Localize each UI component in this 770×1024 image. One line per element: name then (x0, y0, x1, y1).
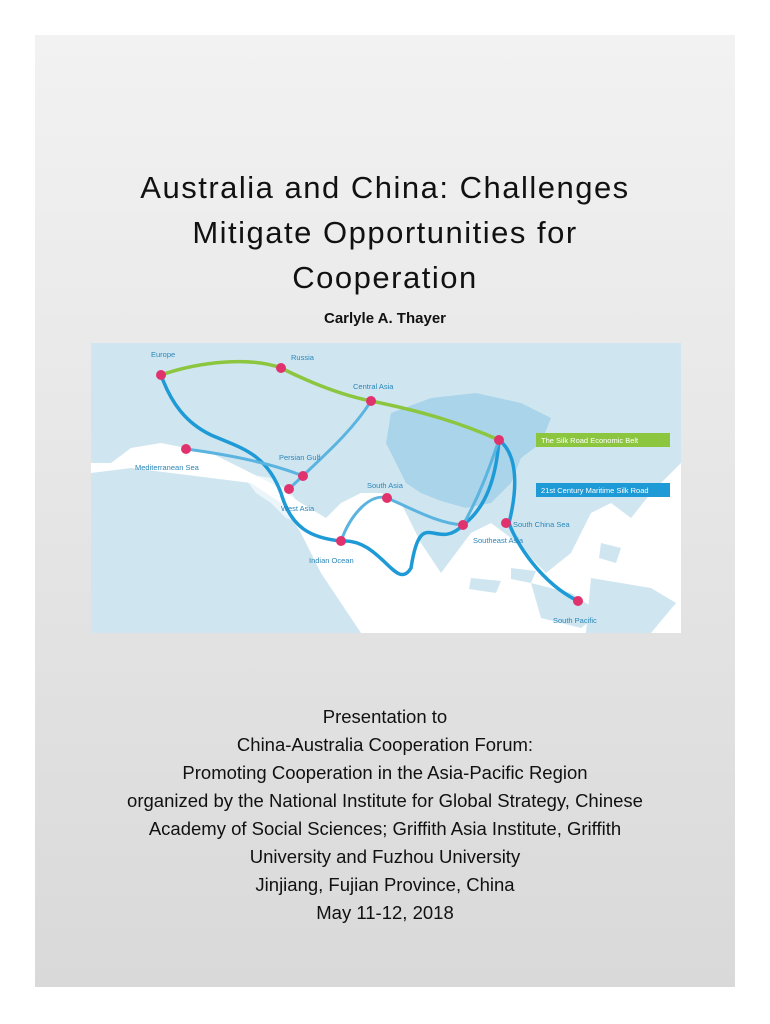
node-south-china-sea (501, 518, 511, 528)
document-title (95, 165, 675, 300)
title-line-1: Australia and China: Challenges (140, 170, 630, 205)
node-south-pacific (573, 596, 583, 606)
document-page (35, 35, 735, 987)
legend-economic-belt-label: The Silk Road Economic Belt (541, 436, 639, 445)
presentation-details (35, 703, 735, 927)
presentation-line-6: University and Fuzhou University (249, 846, 521, 867)
node-indian-ocean (336, 536, 346, 546)
label-mediterranean-sea: Mediterranean Sea (135, 463, 199, 472)
node-russia (276, 363, 286, 373)
node-china-east (494, 435, 504, 445)
node-southeast-asia (458, 520, 468, 530)
presentation-line-1: Presentation to (322, 706, 448, 727)
title-line-3: Cooperation (292, 260, 478, 295)
legend-maritime-road-label: 21st Century Maritime Silk Road (541, 486, 649, 495)
label-russia: Russia (291, 353, 314, 362)
node-mediterranean (181, 444, 191, 454)
label-west-asia: West Asia (281, 504, 315, 513)
node-persian-gulf (298, 471, 308, 481)
label-indian-ocean: Indian Ocean (309, 556, 354, 565)
author-name: Carlyle A. Thayer (324, 310, 446, 327)
presentation-line-8: May 11-12, 2018 (316, 902, 454, 923)
presentation-line-3: Promoting Cooperation in the Asia-Pacific Region (182, 762, 588, 783)
node-europe (156, 370, 166, 380)
label-south-china-sea: South China Sea (513, 520, 570, 529)
label-europe: Europe (151, 350, 176, 359)
label-south-pacific: South Pacific (553, 616, 597, 625)
silk-road-map (91, 343, 681, 633)
map-graphic (91, 343, 681, 633)
node-central-asia (366, 396, 376, 406)
presentation-line-5: Academy of Social Sciences; Griffith Asia Institute, Griffith (148, 818, 622, 839)
label-central-asia: Central Asia (353, 382, 394, 391)
title-line-2: Mitigate Opportunities for (192, 215, 578, 250)
presentation-line-4: organized by the National Institute for Global Strategy, Chinese (127, 790, 643, 811)
node-south-asia (382, 493, 392, 503)
presentation-line-7: Jinjiang, Fujian Province, China (255, 874, 515, 895)
presentation-line-2: China-Australia Cooperation Forum: (236, 734, 534, 755)
node-west-asia (284, 484, 294, 494)
label-southeast-asia: Southeast Asia (473, 536, 524, 545)
label-south-asia: South Asia (367, 481, 403, 490)
label-persian-gulf: Persian Gulf (279, 453, 321, 462)
